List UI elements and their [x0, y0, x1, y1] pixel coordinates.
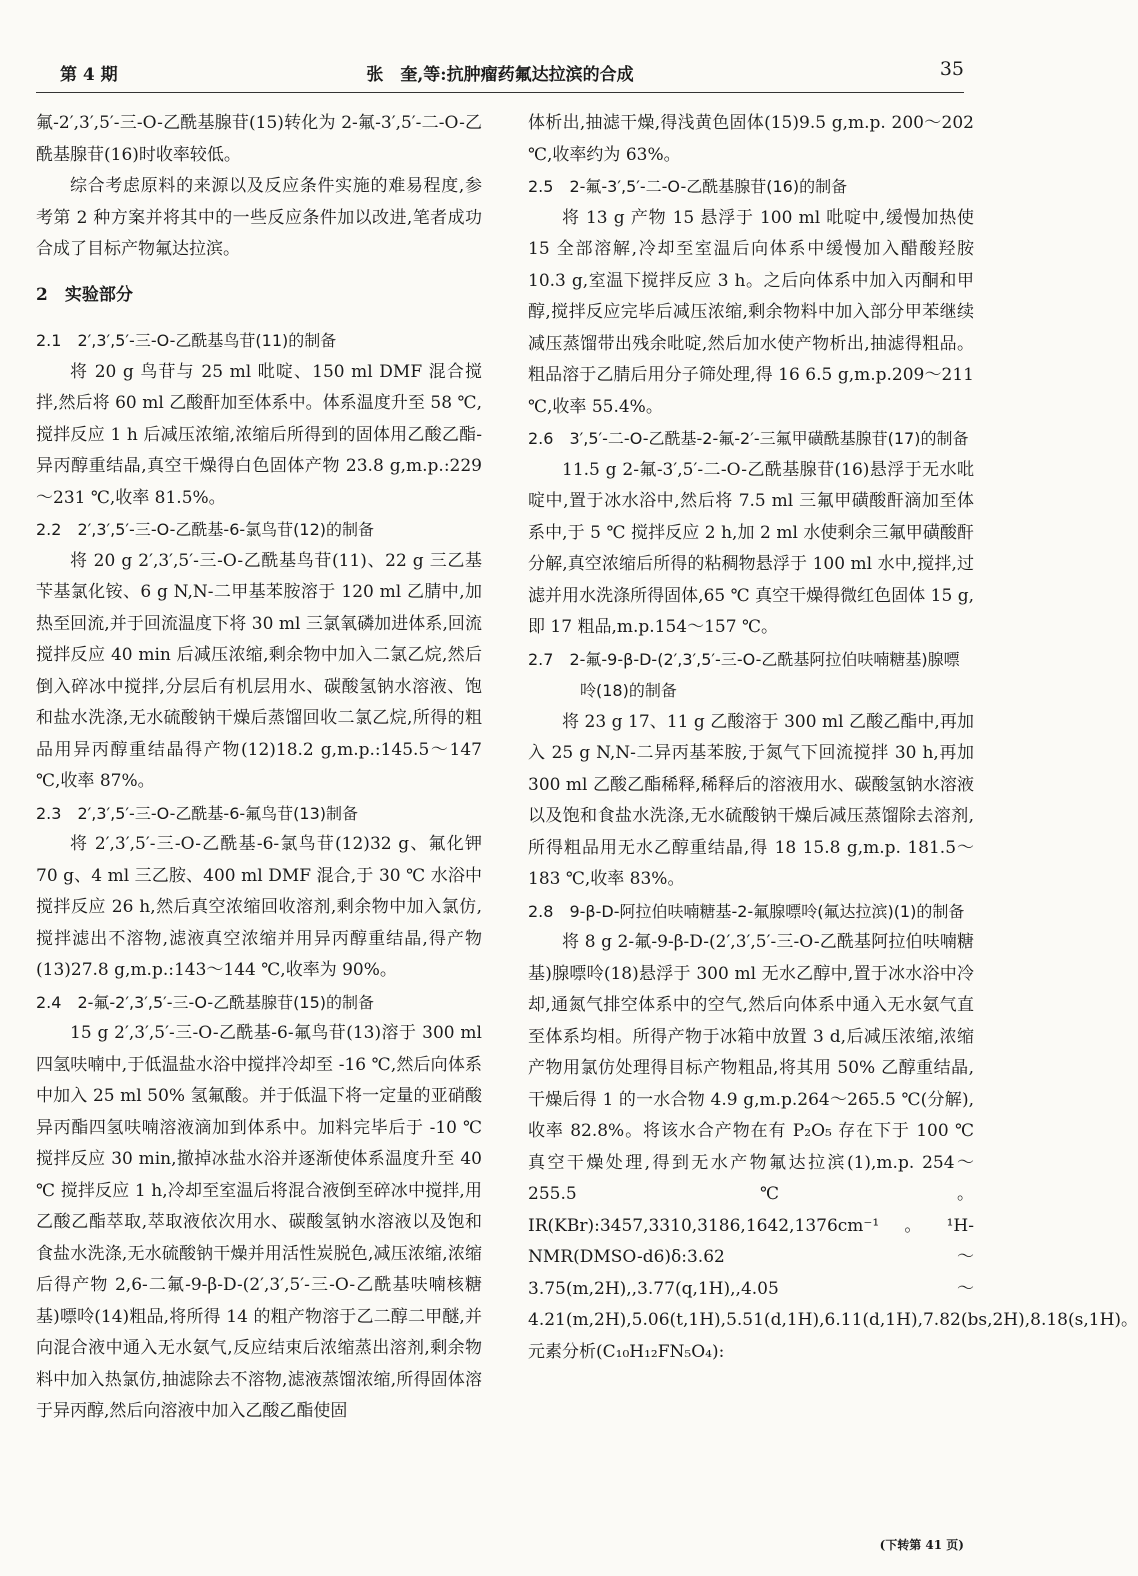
subsection-2-5-body: 将 13 g 产物 15 悬浮于 100 ml 吡啶中,缓慢加热使 15 全部溶解,冷却至室温后向体系中缓慢加入醋酸羟胺 10.3 g,室温下搅拌反应 3 h。之后向体系中加入丙酮和甲醇,搅拌反应完毕后减压浓缩,剩余物料中加入部分甲苯继续减压蒸馏带出残余吡啶,然后加水使产物析出,抽滤得粗品。粗品溶于乙腈后用分子筛处理,得 16 6.5 g,m.p.209～211 ℃,收率 55.4%。	[528, 207, 974, 417]
subsection-2-3-title: 2.3 2′,3′,5′-三-O-乙酰基-6-氟鸟苷(13)制备	[36, 803, 358, 823]
subsection-2-2-body: 将 20 g 2′,3′,5′-三-O-乙酰基鸟苷(11)、22 g 三乙基苄基氯化铵、6 g N,N-二甲基苯胺溶于 120 ml 乙腈中,加热至回流,并于回流温度下将 30 ml 三氯氧磷加进体系,回流搅拌反应 40 min 后减压浓缩,剩余物中加入二氯乙烷,然后倒入碎冰中搅拌,分层后有机层用水、碳酸氢钠水溶液、饱和盐水洗涤,无水硫酸钠干燥后蒸馏回收二氯乙烷,所得的粗品用异丙醇重结晶得产物(12)18.2 g,m.p.:145.5～147 ℃,收率 87%。	[36, 550, 482, 791]
issue-label: 第 4 期	[60, 65, 118, 85]
subsection-2-3-body: 将 2′,3′,5′-三-O-乙酰基-6-氯鸟苷(12)32 g、氟化钾 70 g、4 ml 三乙胺、400 ml DMF 混合,于 30 ℃ 水浴中搅拌反应 26 h,然后真空浓缩回收溶剂,剩余物中加入氯仿,搅拌滤出不溶物,滤液真空浓缩并用异丙醇重结晶,得产物(13)27.8 g,m.p.:143～144 ℃,收率为 90%。	[36, 834, 482, 980]
running-header	[36, 58, 964, 86]
subsection-2-1-body: 将 20 g 鸟苷与 25 ml 吡啶、150 ml DMF 混合搅拌,然后将 60 ml 乙酸酐加至体系中。体系温度升至 58 ℃,搅拌反应 1 h 后减压浓缩,浓缩后所得到的固体用乙酸乙酯-异丙醇重结晶,真空干燥得白色固体产物 23.8 g,m.p.:229～231 ℃,收率 81.5%。	[36, 361, 482, 508]
continued-note: (下转第 41 页)	[879, 1538, 964, 1552]
subsection-2-8-title: 2.8 9-β-D-阿拉伯呋喃糖基-2-氟腺嘌呤(氟达拉滨)(1)的制备	[528, 901, 965, 921]
subsection-2-1-title: 2.1 2′,3′,5′-三-O-乙酰基鸟苷(11)的制备	[36, 331, 337, 350]
subsection-2-8-body: 将 8 g 2-氟-9-β-D-(2′,3′,5′-三-O-乙酰基阿拉伯呋喃糖基)腺嘌呤(18)悬浮于 300 ml 无水乙醇中,置于冰水浴中冷却,通氮气排空体系中的空气,然后向体系中通入无水氨气直至体系均相。所得产物于冰箱中放置 3 d,后减压浓缩,浓缩产物用氯仿处理得目标产物粗品,将其用 50% 乙醇重结晶,干燥后得 1 的一水合物 4.9 g,m.p.264～265.5 ℃(分解),收率 82.8%。将该水合产物在有 P₂O₅ 存在下于 100 ℃ 真空干燥处理,得到无水产物氟达拉滨(1),m.p. 254～255.5 ℃。IR(KBr):3457,3310,3186,1642,1376cm⁻¹。¹H-NMR(DMSO-d6)δ:3.62～3.75(m,2H),,3.77(q,1H),,4.05～4.21(m,2H),5.06(t,1H),5.51(d,1H),6.11(d,1H),7.82(bs,2H),8.18(s,1H)。元素分析(C₁₀H₁₂FN₅O₄):	[528, 932, 1138, 1362]
subsection-2-6-title: 2.6 3′,5′-二-O-乙酰基-2-氟-2′-三氟甲磺酰基腺苷(17)的制备	[528, 429, 969, 448]
intro-continuation: 氟-2′,3′,5′-三-O-乙酰基腺苷(15)转化为 2-氟-3′,5′-二-O-乙酰基腺苷(16)时收率较低。	[36, 113, 482, 165]
subsection-2-6-body: 11.5 g 2-氟-3′,5′-二-O-乙酰基腺苷(16)悬浮于无水吡啶中,置于冰水浴中,然后将 7.5 ml 三氟甲磺酸酐滴加至体系中,于 5 ℃ 搅拌反应 2 h,加 2 ml 水使剩余三氟甲磺酸酐分解,真空浓缩后所得的粘稠物悬浮于 100 ml 水中,搅拌,过滤并用水洗涤所得固体,65 ℃ 真空干燥得微红色固体 15 g,即 17 粗品,m.p.154～157 ℃。	[528, 459, 974, 637]
right-column	[528, 108, 1138, 1368]
subsection-2-4-body: 15 g 2′,3′,5′-三-O-乙酰基-6-氟鸟苷(13)溶于 300 ml 四氢呋喃中,于低温盐水浴中搅拌冷却至 -16 ℃,然后向体系中加入 25 ml 50% 氢氟酸。并于低温下将一定量的亚硝酸异丙酯四氢呋喃溶液滴加到体系中。加料完毕后于 -10 ℃ 搅拌反应 30 min,撤掉冰盐水浴并逐渐使体系温度升至 40 ℃ 搅拌反应 1 h,冷却至室温后将混合液倒至碎冰中搅拌,用乙酸乙酯萃取,萃取液依次用水、碳酸氢钠水溶液以及饱和食盐水洗涤,无水硫酸钠干燥并用活性炭脱色,减压浓缩,浓缩后得产物 2,6-二氟-9-β-D-(2′,3′,5′-三-O-乙酰基呋喃核糖基)嘌呤(14)粗品,将所得 14 的粗产物溶于乙二醇二甲醚,并向混合液中通入无水氨气,反应结束后浓缩蒸出溶剂,剩余物料中加入热氯仿,抽滤除去不溶物,滤液蒸馏浓缩,所得固体溶于异丙醇,然后向溶液中加入乙酸乙酯使固	[36, 1023, 482, 1421]
page-number: 35	[939, 58, 964, 80]
subsection-2-5-title: 2.5 2-氟-3′,5′-二-O-乙酰基腺苷(16)的制备	[528, 177, 848, 196]
subsection-2-4-continuation: 体析出,抽滤干燥,得浅黄色固体(15)9.5 g,m.p. 200～202 ℃,收率约为 63%。	[528, 113, 974, 165]
section-heading: 2 实验部分	[36, 284, 133, 305]
subsection-2-4-title: 2.4 2-氟-2′,3′,5′-三-O-乙酰基腺苷(15)的制备	[36, 992, 374, 1012]
header-rule	[36, 92, 964, 93]
subsection-2-7-title: 2.7 2-氟-9-β-D-(2′,3′,5′-三-O-乙酰基阿拉伯呋喃糖基)腺嘌呤(18)的制备	[528, 649, 960, 700]
running-title: 张 奎,等:抗肿瘤药氟达拉滨的合成	[366, 65, 634, 85]
left-column	[36, 108, 482, 1428]
subsection-2-2-title: 2.2 2′,3′,5′-三-O-乙酰基-6-氯鸟苷(12)的制备	[36, 520, 374, 539]
intro-paragraph: 综合考虑原料的来源以及反应条件实施的难易程度,参考第 2 种方案并将其中的一些反应条件加以改进,笔者成功合成了目标产物氟达拉滨。	[36, 176, 482, 259]
subsection-2-7-body: 将 23 g 17、11 g 乙酸溶于 300 ml 乙酸乙酯中,再加入 25 g N,N-二异丙基苯胺,于氮气下回流搅拌 30 h,再加 300 ml 乙酸乙酯稀释,稀释后的溶液用水、碳酸氢钠水溶液以及饱和食盐水洗涤,无水硫酸钠干燥后减压蒸馏除去溶剂,所得粗品用无水乙醇重结晶,得 18 15.8 g,m.p. 181.5～183 ℃,收率 83%。	[528, 711, 974, 889]
